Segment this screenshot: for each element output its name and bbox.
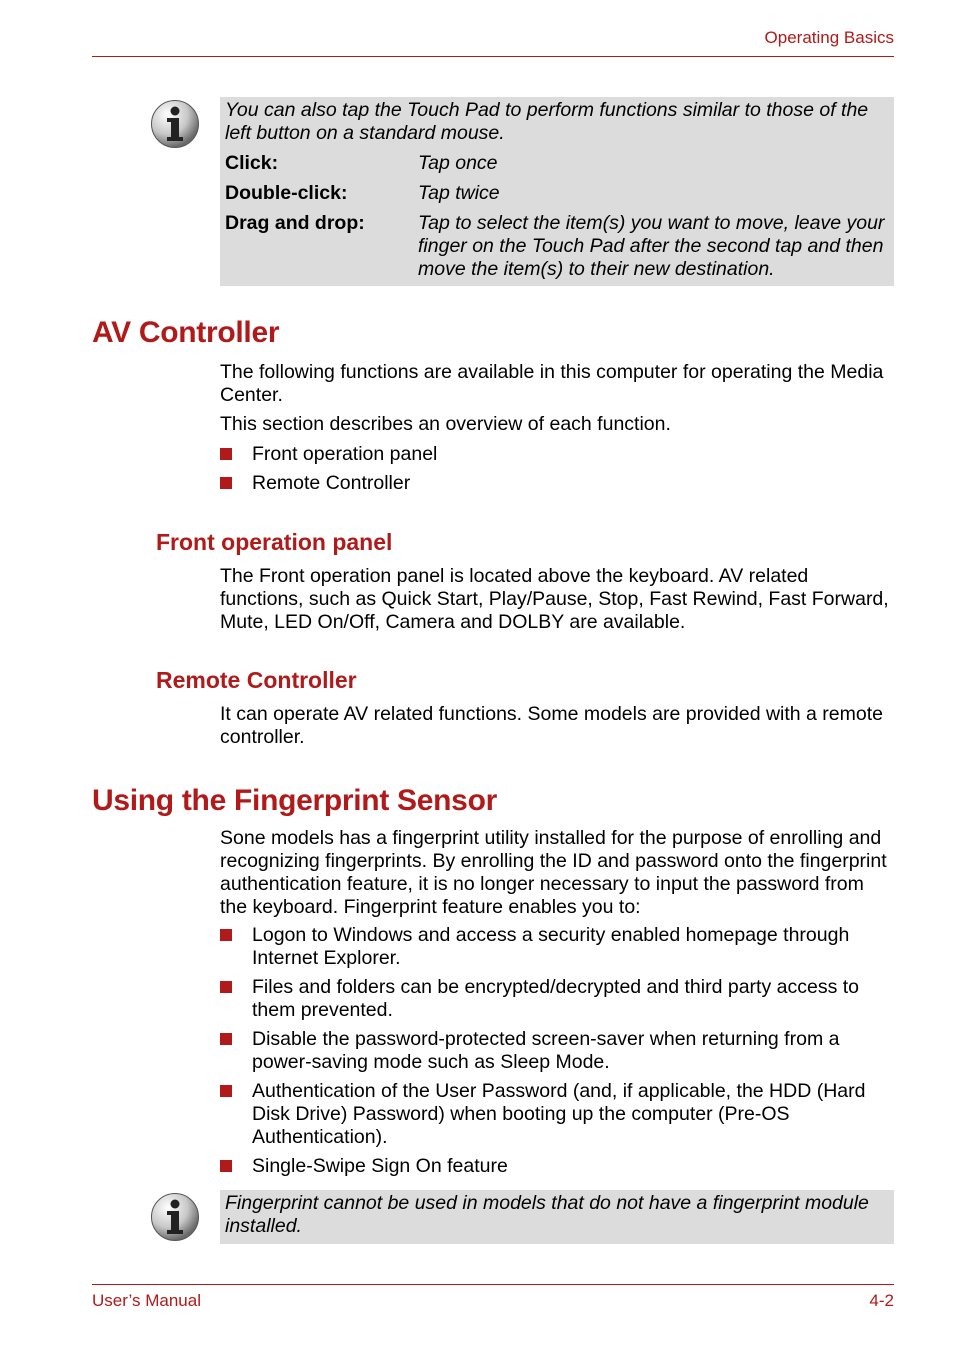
av-overview-paragraph: This section describes an overview of each function. bbox=[220, 413, 671, 435]
remote-controller-heading: Remote Controller bbox=[156, 667, 357, 693]
remote-controller-paragraph: It can operate AV related functions. Some models are provided with a remote controller. bbox=[220, 703, 883, 748]
av-controller-heading: AV Controller bbox=[92, 316, 280, 349]
av-intro-paragraph: The following functions are available in this computer for operating the Media Center. bbox=[220, 361, 884, 406]
list-item-text: Authentication of the User Password (and, if applicable, the HDD (Hard Disk Drive) Password) when booting up the computer (Pre-OS Authentication). bbox=[252, 1080, 866, 1148]
list-item-text: Single-Swipe Sign On feature bbox=[252, 1155, 508, 1177]
note-row-double-click bbox=[225, 182, 888, 205]
note-def: Tap twice bbox=[418, 182, 500, 204]
list-item-text: Disable the password-protected screen-saver when returning from a power-saving mode such as Sleep Mode. bbox=[252, 1028, 840, 1073]
list-item-text: Front operation panel bbox=[252, 443, 438, 465]
note-def: Tap once bbox=[418, 152, 498, 174]
bullet-square-icon bbox=[220, 1085, 232, 1097]
info-icon bbox=[150, 1192, 200, 1242]
note-term: Click: bbox=[225, 152, 279, 174]
bullet-square-icon bbox=[220, 448, 232, 460]
list-item bbox=[220, 1028, 894, 1074]
footer-manual-title: User’s Manual bbox=[92, 1291, 201, 1310]
note-row-click bbox=[225, 152, 888, 175]
fingerprint-paragraph: Sone models has a fingerprint utility installed for the purpose of enrolling and recognizing fingerprints. By enrolling the ID and password onto the fingerprint authentication feature, it is no longer necessary to input the password from the keyboard. Fingerprint feature enables you to: bbox=[220, 827, 887, 918]
header-rule bbox=[92, 56, 894, 57]
list-item-text: Logon to Windows and access a security enabled homepage through Internet Explorer. bbox=[252, 924, 850, 969]
page-number: 4-2 bbox=[869, 1291, 894, 1310]
fingerprint-heading: Using the Fingerprint Sensor bbox=[92, 784, 497, 817]
footer-rule bbox=[92, 1284, 894, 1285]
note-text: Fingerprint cannot be used in models that do not have a fingerprint module installed. bbox=[225, 1192, 869, 1237]
list-item bbox=[220, 1155, 894, 1178]
list-item-text: Files and folders can be encrypted/decrypted and third party access to them prevented. bbox=[252, 976, 860, 1021]
bullet-square-icon bbox=[220, 1033, 232, 1045]
note-term: Drag and drop: bbox=[225, 212, 365, 234]
front-panel-heading: Front operation panel bbox=[156, 529, 393, 555]
note-row-drag-drop bbox=[225, 212, 888, 281]
note-intro: You can also tap the Touch Pad to perform functions similar to those of the left button on a standard mouse. bbox=[225, 99, 869, 144]
note-def: Tap to select the item(s) you want to move, leave your finger on the Touch Pad after the second tap and then move the item(s) to their new destination. bbox=[418, 212, 885, 280]
info-icon bbox=[150, 99, 200, 149]
bullet-square-icon bbox=[220, 1160, 232, 1172]
bullet-square-icon bbox=[220, 929, 232, 941]
list-item bbox=[220, 472, 894, 495]
list-item-text: Remote Controller bbox=[252, 472, 411, 494]
list-item bbox=[220, 1080, 894, 1149]
bullet-square-icon bbox=[220, 981, 232, 993]
fingerprint-note bbox=[220, 1190, 894, 1244]
list-item bbox=[220, 443, 894, 466]
running-header: Operating Basics bbox=[764, 28, 894, 47]
list-item bbox=[220, 924, 894, 970]
front-panel-paragraph: The Front operation panel is located above the keyboard. AV related functions, such as Quick Start, Play/Pause, Stop, Fast Rewind, Fast Forward, Mute, LED On/Off, Camera and DOLBY are available. bbox=[220, 565, 889, 633]
list-item bbox=[220, 976, 894, 1022]
bullet-square-icon bbox=[220, 477, 232, 489]
note-term: Double-click: bbox=[225, 182, 348, 204]
touchpad-note bbox=[220, 97, 894, 286]
